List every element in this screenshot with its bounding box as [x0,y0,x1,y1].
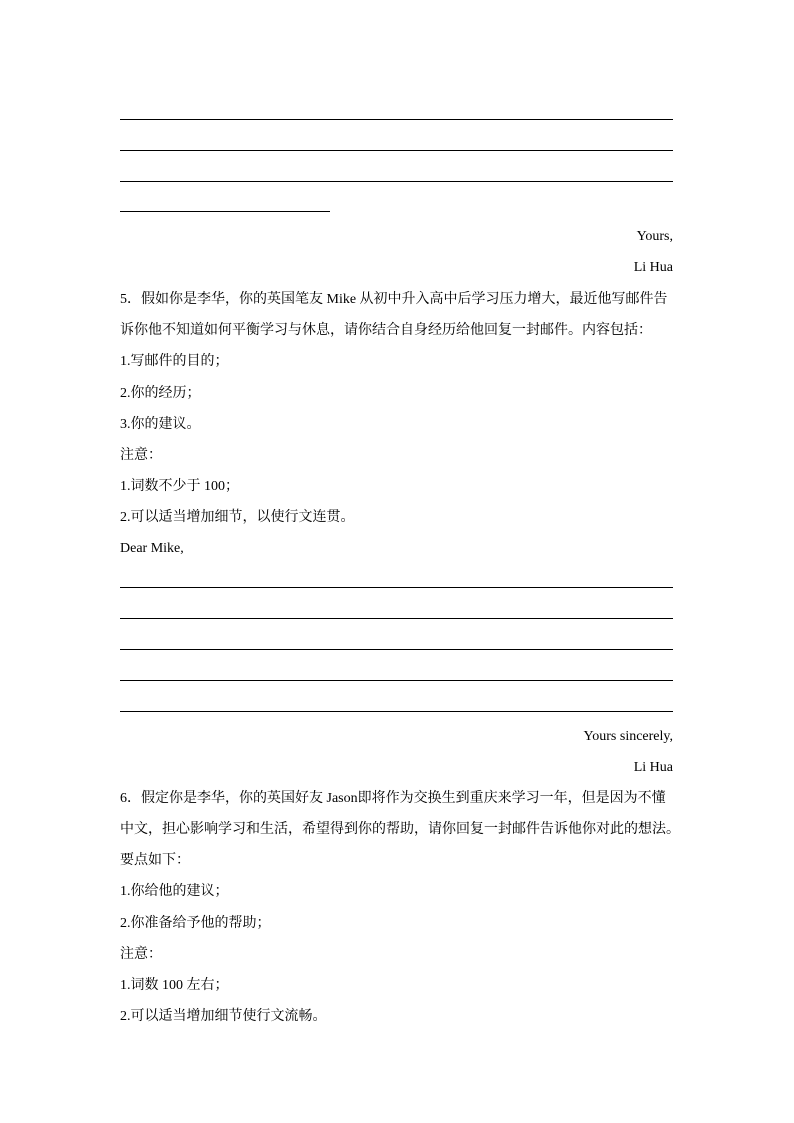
answer-line[interactable] [120,587,673,588]
answer-line[interactable] [120,150,673,151]
question-6-note-label: 注意： [120,947,162,962]
letter-closing: Yours, [636,229,673,244]
question-5-note-label: 注意： [120,448,162,463]
letter-signature: Li Hua [633,260,673,275]
answer-line[interactable] [120,119,673,120]
question-6-prompt-cont: 中文，担心影响学习和生活，希望得到你的帮助，请你回复一封邮件告诉他你对此的想法。 [120,822,680,837]
question-6-points-label: 要点如下： [120,853,190,868]
question-5-point: 2.你的经历； [120,386,201,401]
answer-line[interactable] [120,711,673,712]
question-5-prompt: 5．假如你是李华，你的英国笔友 Mike 从初中升入高中后学习压力增大，最近他写邮件告 [120,292,668,307]
question-5-closing: Yours sincerely, [583,729,673,744]
question-5-signature: Li Hua [633,760,673,775]
question-5-prompt-cont: 诉你他不知道如何平衡学习与休息，请你结合自身经历给他回复一封邮件。内容包括： [120,323,652,338]
question-5-point: 1.写邮件的目的； [120,354,229,369]
question-6-prompt: 6．假定你是李华，你的英国好友 Jason即将作为交换生到重庆来学习一年，但是因为不懂 [120,791,666,806]
answer-line-short[interactable] [120,211,330,212]
answer-line[interactable] [120,649,673,650]
question-6-note: 2.可以适当增加细节使行文流畅。 [120,1009,327,1024]
question-5-point: 3.你的建议。 [120,417,201,432]
question-5-salutation: Dear Mike, [120,541,184,556]
answer-line[interactable] [120,680,673,681]
question-5-note: 2.可以适当增加细节，以使行文连贯。 [120,510,355,525]
answer-line[interactable] [120,618,673,619]
question-6-note: 1.词数 100 左右； [120,978,229,993]
question-5-note: 1.词数不少于 100； [120,479,239,494]
question-6-point: 2.你准备给予他的帮助； [120,916,271,931]
answer-line[interactable] [120,181,673,182]
question-6-point: 1.你给他的建议； [120,884,229,899]
